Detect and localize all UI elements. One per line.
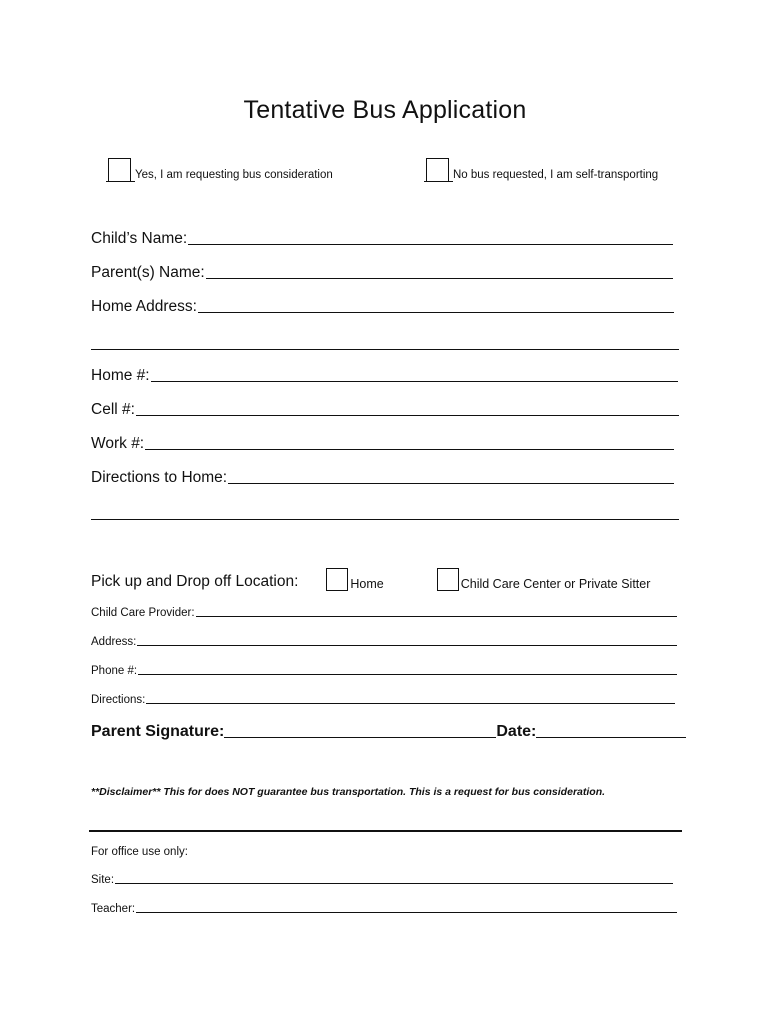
childcare-phone-line[interactable] (138, 674, 677, 675)
signature-line[interactable] (224, 737, 496, 738)
cell-phone-field[interactable] (91, 401, 679, 419)
directions-home-line-2[interactable] (91, 519, 679, 520)
home-address-label: Home Address: (91, 298, 197, 315)
home-checkbox[interactable] (326, 568, 348, 591)
disclaimer-text: **Disclaimer** This for does NOT guarantee bus transportation. This is a request for bus consideration. (91, 786, 606, 798)
childcare-address-field[interactable] (91, 636, 677, 648)
home-address-field[interactable] (91, 298, 674, 316)
pickup-option-home[interactable] (326, 568, 383, 591)
cell-phone-line[interactable] (136, 415, 679, 416)
home-phone-line[interactable] (151, 381, 678, 382)
page-title: Tentative Bus Application (243, 96, 527, 124)
office-site-label: Site: (91, 874, 115, 886)
work-phone-line[interactable] (145, 449, 674, 450)
childcare-directions-label: Directions: (91, 694, 146, 706)
parent-name-label: Parent(s) Name: (91, 264, 205, 281)
yes-label: Yes, I am requesting bus consideration (135, 168, 333, 181)
childcare-option-label: Child Care Center or Private Sitter (460, 577, 651, 591)
work-phone-label: Work #: (91, 435, 145, 452)
cell-phone-label: Cell #: (91, 401, 135, 418)
home-phone-label: Home #: (91, 367, 150, 384)
work-phone-field[interactable] (91, 435, 674, 453)
office-teacher-label: Teacher: (91, 903, 136, 915)
office-teacher-field[interactable] (91, 903, 677, 915)
office-use-heading: For office use only: (91, 846, 188, 858)
office-site-line[interactable] (115, 883, 673, 884)
yes-checkbox[interactable] (108, 158, 131, 182)
no-label: No bus requested, I am self-transporting (453, 168, 659, 181)
childcare-phone-field[interactable] (91, 665, 677, 677)
childcare-directions-line[interactable] (146, 703, 675, 704)
pickup-label: Pick up and Drop off Location: (91, 573, 299, 590)
option-yes-bus[interactable] (108, 158, 333, 182)
signature-label: Parent Signature: (91, 723, 225, 740)
parent-name-line[interactable] (206, 278, 673, 279)
office-teacher-line[interactable] (136, 912, 677, 913)
directions-home-label: Directions to Home: (91, 469, 228, 486)
child-name-field[interactable] (91, 230, 673, 248)
signature-row (91, 723, 686, 741)
pickup-location-row (91, 568, 650, 591)
childcare-address-label: Address: (91, 636, 137, 648)
childcare-provider-line[interactable] (196, 616, 677, 617)
childcare-address-line[interactable] (137, 645, 677, 646)
childcare-provider-field[interactable] (91, 607, 677, 619)
section-divider (89, 830, 682, 832)
childcare-provider-label: Child Care Provider: (91, 607, 195, 619)
directions-home-field[interactable] (91, 469, 674, 487)
home-address-line[interactable] (198, 312, 674, 313)
child-name-label: Child’s Name: (91, 230, 188, 247)
office-site-field[interactable] (91, 874, 673, 886)
home-address-line-2[interactable] (91, 349, 679, 350)
no-checkbox[interactable] (426, 158, 449, 182)
pickup-option-childcare[interactable] (437, 568, 651, 591)
home-phone-field[interactable] (91, 367, 678, 385)
date-label: Date: (496, 723, 537, 740)
directions-home-line[interactable] (228, 483, 674, 484)
childcare-directions-field[interactable] (91, 694, 675, 706)
option-no-bus[interactable] (426, 158, 658, 182)
home-option-label: Home (350, 577, 384, 591)
parent-name-field[interactable] (91, 264, 673, 282)
date-line[interactable] (536, 737, 686, 738)
child-name-line[interactable] (188, 244, 673, 245)
childcare-phone-label: Phone #: (91, 665, 138, 677)
childcare-checkbox[interactable] (437, 568, 459, 591)
